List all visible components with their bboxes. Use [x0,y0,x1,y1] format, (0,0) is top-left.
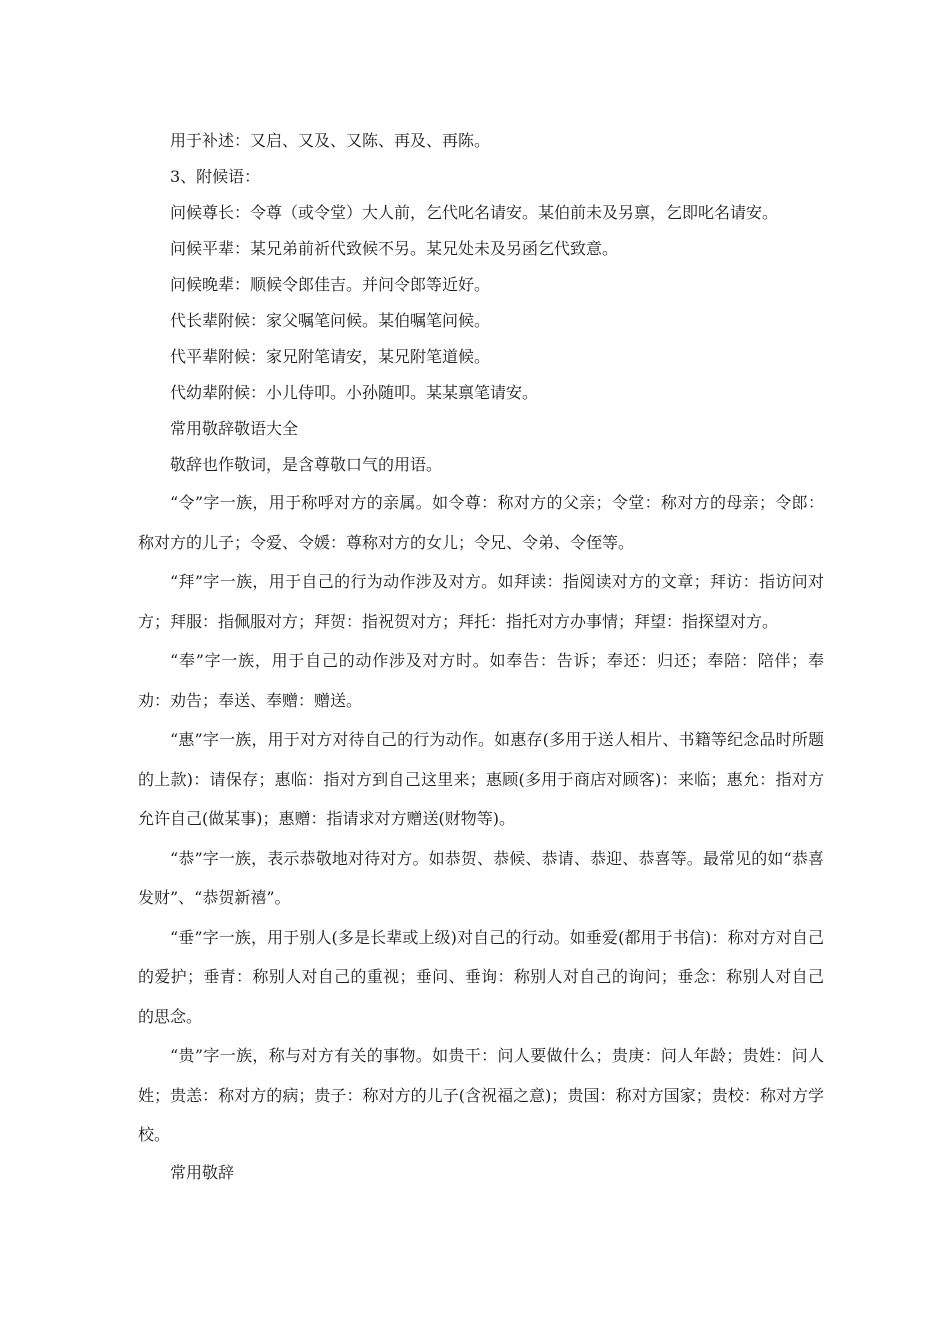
paragraph-on-behalf-juniors: 代幼辈附候：小儿侍叩。小孙随叩。某某禀笔请安。 [170,383,539,402]
paragraph-hui-family: “惠”字一族，用于对方对待自己的行为动作。如惠存(多用于送人相片、书籍等纪念品时所题的上款)：请保存；惠临：指对方到自己这里来；惠顾(多用于商店对顾客)：来临；惠允：指对方允许自己(做某事)；惠赠：指请求对方赠送(财物等)。 [138,730,824,828]
section-heading-greetings: 3、附候语： [170,167,261,186]
paragraph-honorifics-definition: 敬辞也作敬词，是含尊敬口气的用语。 [170,455,443,474]
paragraph-greet-juniors: 问候晚辈：顺候令郎佳吉。并问令郎等近好。 [170,275,491,294]
document-body [138,123,824,1191]
paragraph-greet-elders: 问候尊长：令尊（或令堂）大人前，乞代叱名请安。某伯前未及另禀，乞即叱名请安。 [170,203,779,222]
paragraph-on-behalf-elders: 代长辈附候：家父嘱笔问候。某伯嘱笔问候。 [170,311,491,330]
paragraph-ling-family: “令”字一族，用于称呼对方的亲属。如令尊：称对方的父亲；令堂：称对方的母亲；令郎：称对方的儿子；令爱、令媛：尊称对方的女儿；令兄、令弟、令侄等。 [138,493,824,552]
paragraph-feng-family: “奉”字一族，用于自己的动作涉及对方时。如奉告：告诉；奉还：归还；奉陪：陪伴；奉劝：劝告；奉送、奉赠：赠送。 [138,651,824,710]
paragraph-bai-family: “拜”字一族，用于自己的行为动作涉及对方。如拜读：指阅读对方的文章；拜访：指访问对方；拜服：指佩服对方；拜贺：指祝贺对方；拜托：指托对方办事情；拜望：指探望对方。 [138,572,824,631]
paragraph-gong-family: “恭”字一族，表示恭敬地对待对方。如恭贺、恭候、恭请、恭迎、恭喜等。最常见的如“恭喜发财”、“恭贺新禧”。 [138,848,824,907]
paragraph-gui-family: “贵”字一族，称与对方有关的事物。如贵干：问人要做什么；贵庚：问人年龄；贵姓：问人姓；贵恙：称对方的病；贵子：称对方的儿子(含祝福之意)；贵国：称对方国家；贵校：称对方学校。 [138,1046,824,1144]
heading-common-honorifics: 常用敬辞 [170,1162,235,1182]
heading-honorifics-complete: 常用敬辞敬语大全 [170,419,299,438]
paragraph-greet-peers: 问候平辈：某兄弟前祈代致候不另。某兄处未及另函乞代致意。 [170,239,619,258]
paragraph-on-behalf-peers: 代平辈附候：家兄附笔请安，某兄附笔道候。 [170,347,491,366]
paragraph-chui-family: “垂”字一族，用于别人(多是长辈或上级)对自己的行动。如垂爱(都用于书信)：称对方对自己的爱护；垂青：称别人对自己的重视；垂问、垂询：称别人对自己的询问；垂念：称别人对自己的思念。 [138,927,824,1026]
paragraph-postscript: 用于补述：又启、又及、又陈、再及、再陈。 [170,131,491,150]
